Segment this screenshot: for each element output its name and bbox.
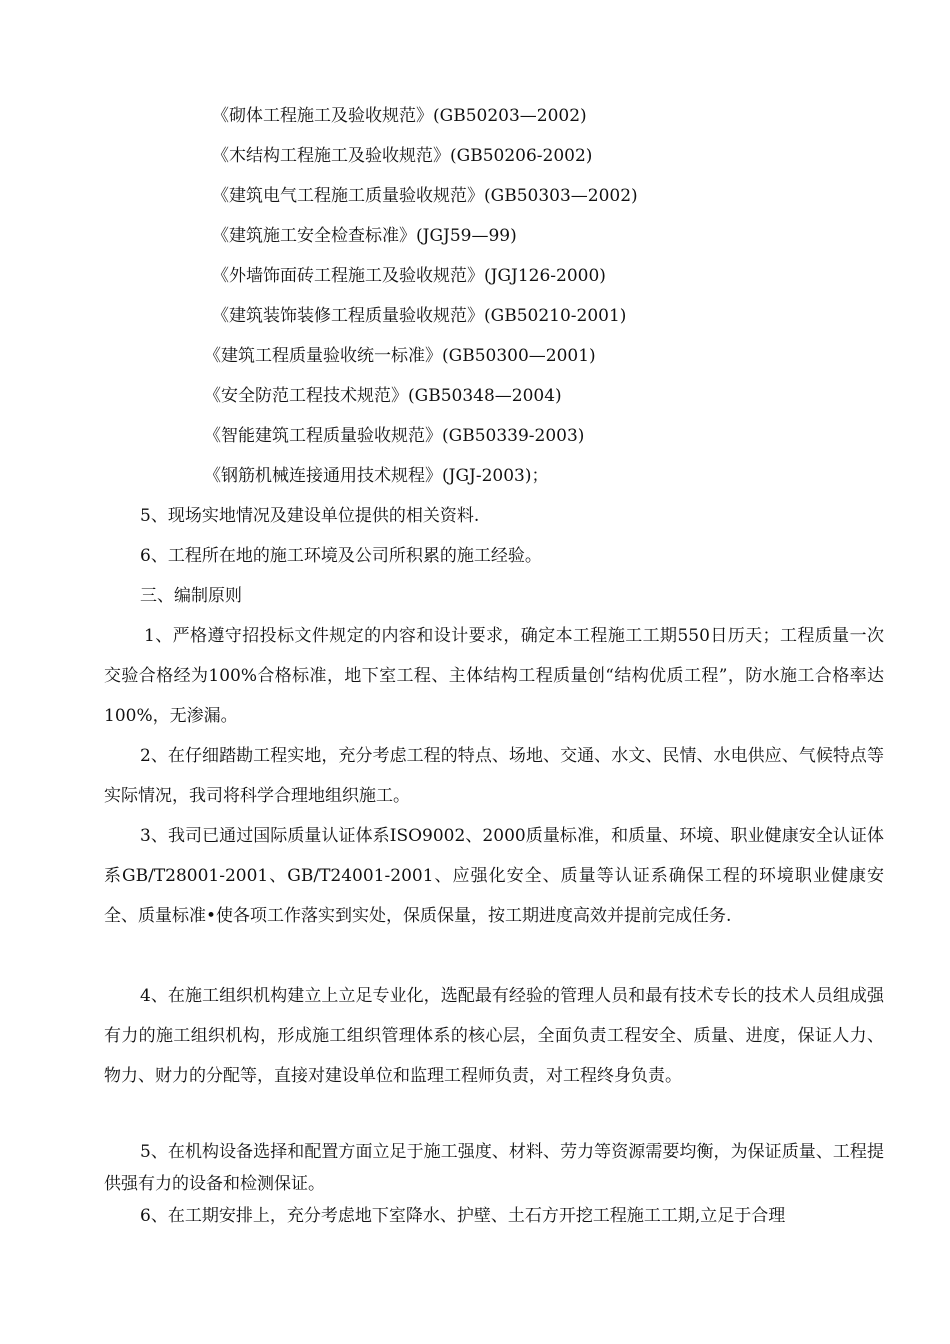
reference-rebar-connection: 《钢筋机械连接通用技术规程》(JGJ-2003)； [204, 466, 549, 486]
basis-item-site: 5、现场实地情况及建设单位提供的相关资料. [140, 506, 480, 526]
reference-intelligent-building: 《智能建筑工程质量验收规范》(GB50339-2003) [204, 426, 585, 446]
reference-timber: 《木结构工程施工及验收规范》(GB50206-2002) [212, 146, 593, 166]
reference-decoration: 《建筑装饰装修工程质量验收规范》(GB50210-2001) [212, 306, 627, 326]
reference-facing-brick: 《外墙饰面砖工程施工及验收规范》(JGJ126-2000) [212, 266, 606, 286]
principle-paragraph: 1、严格遵守招投标文件规定的内容和设计要求，确定本工程施工工期550日历天；工程质量一次交验合格经为100%合格标准，地下室工程、主体结构工程质量创“结构优质工程”，防水施工合格率达100%，无渗漏。 [104, 626, 884, 726]
principle-paragraph: 4、在施工组织机构建立上立足专业化，选配最有经验的管理人员和最有技术专长的技术人员组成强有力的施工组织机构，形成施工组织管理体系的核心层，全面负责工程安全、质量、进度，保证人力、物力、财力的分配等，直接对建设单位和监理工程师负责，对工程终身负责。 [104, 986, 884, 1086]
reference-unified-standard: 《建筑工程质量验收统一标准》(GB50300—2001) [204, 346, 596, 366]
reference-masonry: 《砌体工程施工及验收规范》(GB50203—2002) [212, 106, 587, 126]
reference-safety-inspection: 《建筑施工安全检查标准》(JGJ59—99) [212, 226, 517, 246]
principle-paragraph: 5、在机构设备选择和配置方面立足于施工强度、材料、劳力等资源需要均衡，为保证质量、工程提供强有力的设备和检测保证。 [104, 1142, 884, 1194]
principle-paragraph: 3、我司已通过国际质量认证体系ISO9002、2000质量标准，和质量、环境、职业健康安全认证体系GB/T28001-2001、GB/T24001-2001、应强化安全、质量等认证系确保工程的环境职业健康安全、质量标准•使各项工作落实到实处，保质保量，按工期进度高效并提前完成任务. [104, 826, 884, 926]
section-heading: 三、编制原则 [140, 586, 242, 606]
principle-paragraph: 6、在工期安排上，充分考虑地下室降水、护壁、土石方开挖工程施工工期,立足于合理 [140, 1206, 786, 1226]
reference-security: 《安全防范工程技术规范》(GB50348—2004) [204, 386, 562, 406]
basis-item-experience: 6、工程所在地的施工环境及公司所积累的施工经验。 [140, 546, 542, 566]
reference-electrical: 《建筑电气工程施工质量验收规范》(GB50303—2002) [212, 186, 638, 206]
principle-paragraph: 2、在仔细踏勘工程实地，充分考虑工程的特点、场地、交通、水文、民情、水电供应、气候特点等实际情况，我司将科学合理地组织施工。 [104, 746, 884, 806]
